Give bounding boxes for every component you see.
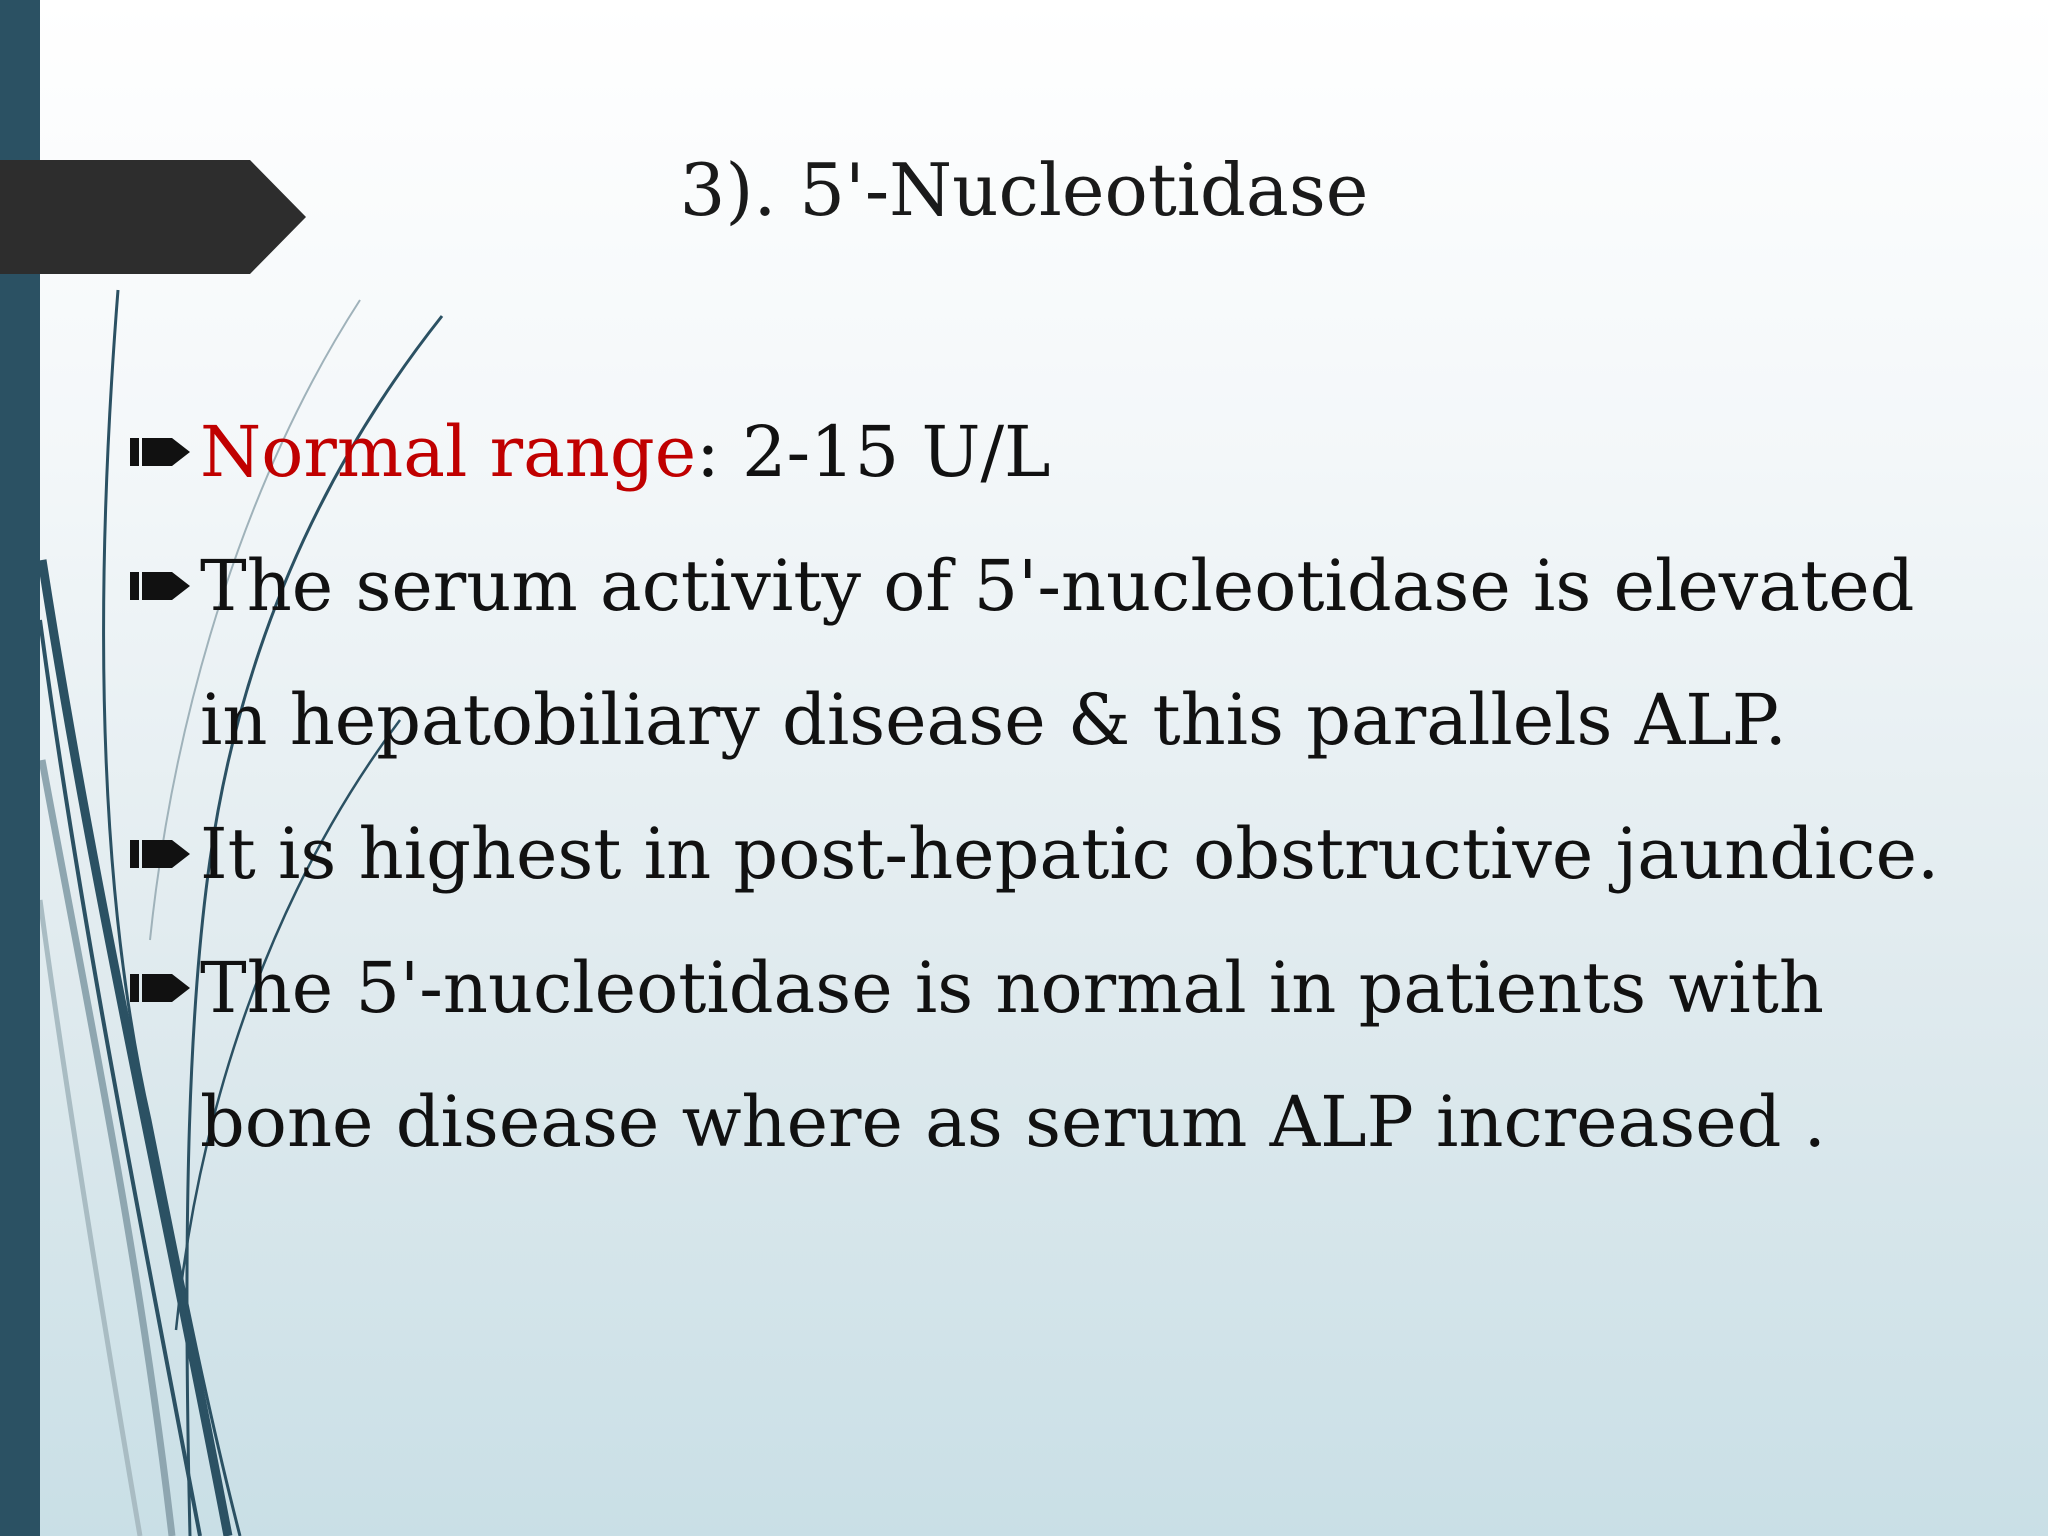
normal-range-value: : 2-15 U/L [696,411,1051,493]
bullet-normal-range-text [200,385,1990,519]
bullet-bone-disease [130,921,1990,1189]
bullet-bone-disease-line2: bone disease where as serum ALP increased . [200,1081,1826,1163]
bullet-normal-range [130,385,1990,519]
right-arrow-bullet-icon [130,432,192,472]
slide-title-text: 3). 5'-Nucleotidase [679,148,1369,232]
right-arrow-bullet-icon [130,566,192,606]
right-arrow-bullet-icon [130,968,192,1008]
normal-range-label: Normal range [200,411,697,493]
bullet-highest-jaundice [130,787,1990,921]
slide-title [0,140,2048,240]
bullet-list [130,385,1990,1189]
right-arrow-bullet-icon [130,834,192,874]
bullet-serum-activity [130,519,1990,787]
bullet-highest-jaundice-line1: It is highest in post-hepatic obstructive jaundice. [200,813,1940,895]
bullet-serum-activity-line2: in hepatobiliary disease & this parallels ALP. [200,679,1787,761]
bullet-bone-disease-line1: The 5'-nucleotidase is normal in patients with [200,947,1824,1029]
bullet-serum-activity-line1: The serum activity of 5'-nucleotidase is elevated [200,545,1915,627]
